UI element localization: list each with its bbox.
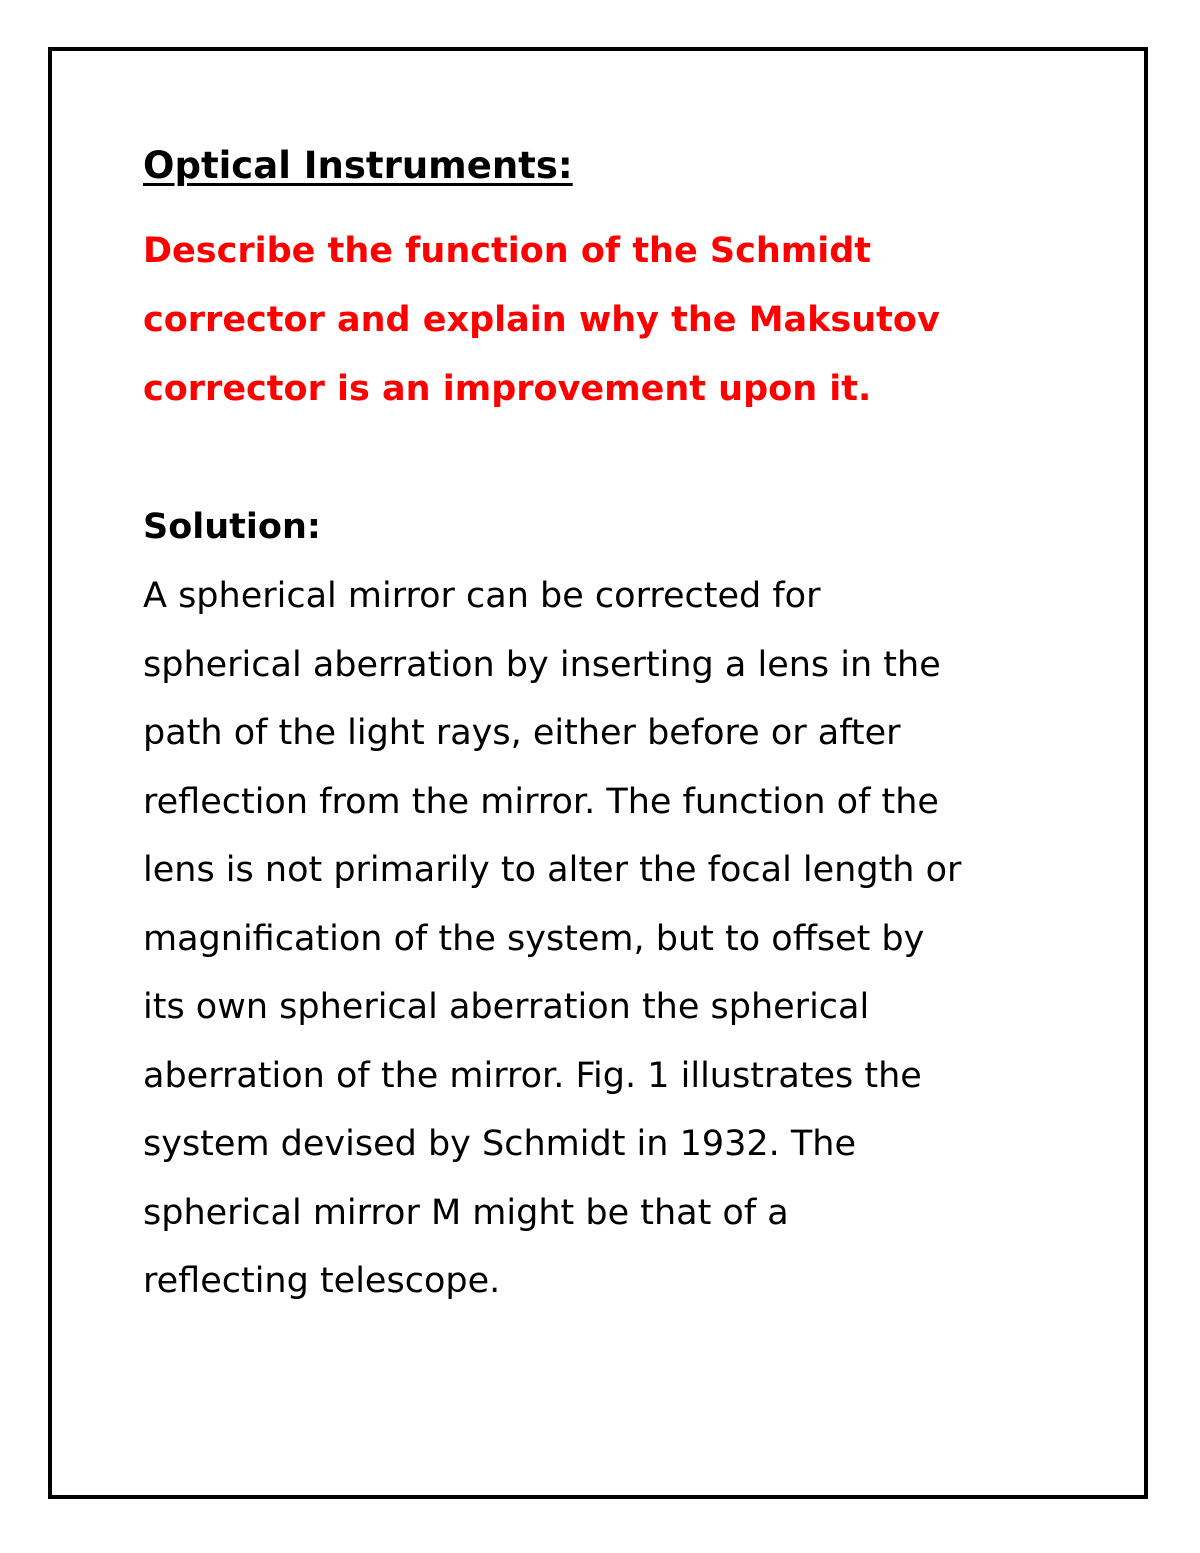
question-line: corrector and explain why the Maksutov — [143, 300, 940, 340]
document-title: Optical Instruments: — [143, 144, 573, 187]
solution-line: magnification of the system, but to offset by — [143, 918, 925, 959]
solution-line: path of the light rays, either before or after — [143, 713, 901, 753]
question-line: Describe the function of the Schmidt — [143, 231, 872, 271]
solution-line: spherical mirror M might be that of a — [143, 1192, 789, 1233]
question-text — [143, 217, 1083, 424]
solution-line: lens is not primarily to alter the focal length or — [143, 850, 962, 890]
solution-line: aberration of the mirror. Fig. 1 illustrates the — [143, 1055, 922, 1096]
solution-text — [143, 562, 1083, 1316]
solution-line: reflecting telescope. — [143, 1261, 501, 1301]
question-line: corrector is an improvement upon it. — [143, 369, 872, 409]
solution-line: reflection from the mirror. The function of the — [143, 781, 939, 822]
solution-line: spherical aberration by inserting a lens in the — [143, 644, 941, 685]
document-content — [143, 138, 1083, 1316]
solution-heading: Solution: — [143, 507, 321, 547]
solution-line: system devised by Schmidt in 1932. The — [143, 1124, 856, 1164]
solution-line: its own spherical aberration the spherical — [143, 987, 870, 1027]
solution-line: A spherical mirror can be corrected for — [143, 576, 821, 616]
